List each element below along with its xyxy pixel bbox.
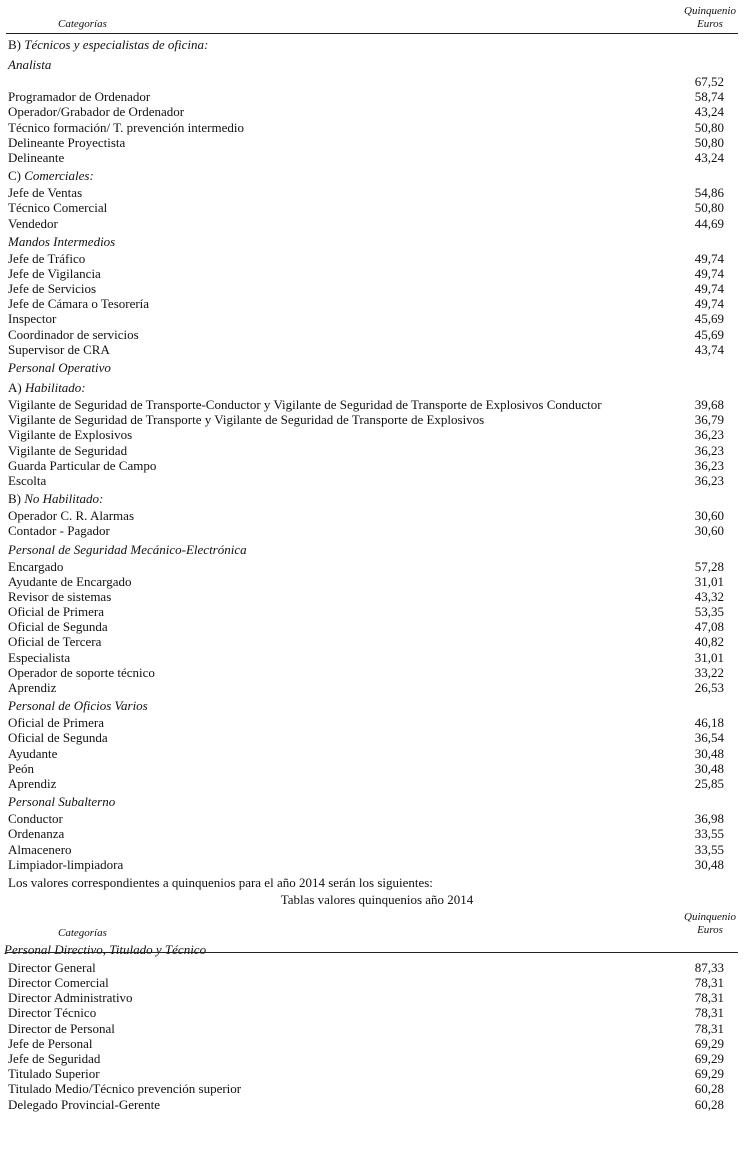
table-row <box>8 150 724 165</box>
category-name: Operador de soporte técnico <box>8 664 155 680</box>
category-name: Oficial de Segunda <box>8 730 108 746</box>
quinquenio-value: 31,01 <box>694 573 724 589</box>
table-section <box>0 791 754 872</box>
category-name: Contador - Pagador <box>8 523 110 539</box>
header-rule <box>6 952 738 953</box>
category-name: Director Administrativo <box>8 990 133 1006</box>
quinquenio-value: 58,74 <box>694 89 724 105</box>
quinquenio-value: 25,85 <box>694 775 724 791</box>
quinquenio-value: 43,24 <box>694 149 724 165</box>
table-section <box>0 695 754 791</box>
table-row <box>8 1097 724 1112</box>
category-name: Revisor de sistemas <box>8 588 112 604</box>
table-row <box>8 1051 724 1066</box>
category-name: Vigilante de Seguridad <box>8 442 128 458</box>
table-row <box>8 1021 724 1036</box>
category-name: Director Comercial <box>8 975 109 991</box>
table1-header <box>0 0 754 34</box>
category-name: Guarda Particular de Campo <box>8 457 157 473</box>
quinquenio-value: 30,48 <box>694 856 724 872</box>
table-row <box>8 185 724 200</box>
quinquenio-value: 57,28 <box>694 558 724 574</box>
category-name: Vigilante de Seguridad de Transporte y Vigilante de Seguridad de Transporte de Explosivos <box>8 412 485 428</box>
table-row <box>8 458 724 473</box>
quinquenio-value: 87,33 <box>694 959 724 975</box>
table-row <box>8 1081 724 1096</box>
category-name: Coordinador de servicios <box>8 326 139 342</box>
category-name: Delineante <box>8 149 65 165</box>
quinquenio-value: 45,69 <box>694 311 724 327</box>
section-heading <box>8 357 724 377</box>
table-row <box>8 342 724 357</box>
category-name: Oficial de Primera <box>8 604 105 620</box>
table-row <box>8 443 724 458</box>
category-name: Escolta <box>8 472 47 488</box>
category-name: Jefe de Seguridad <box>8 1051 101 1066</box>
quinquenio-value: 36,23 <box>694 427 724 443</box>
quinquenio-value: 46,18 <box>694 715 724 731</box>
table-section <box>0 54 754 165</box>
category-name: Oficial de Tercera <box>8 634 102 650</box>
category-name: Almacenero <box>8 841 72 857</box>
quinquenio-value: 50,80 <box>694 134 724 150</box>
table-row <box>8 826 724 841</box>
quinquenio-value: 49,74 <box>694 250 724 266</box>
table-row <box>8 135 724 150</box>
section-prefix: A) <box>8 380 25 395</box>
table-row <box>8 311 724 326</box>
category-column-header: Categorías <box>58 926 107 939</box>
category-name: Jefe de Personal <box>8 1035 93 1051</box>
section-title: Personal Operativo <box>8 360 111 375</box>
quinquenio-value: 31,01 <box>694 649 724 665</box>
category-name: Programador de Ordenador <box>8 89 151 105</box>
section-heading <box>8 165 724 185</box>
quinquenio-value: 36,23 <box>694 442 724 458</box>
table-row <box>8 1005 724 1020</box>
section-heading <box>8 791 724 811</box>
category-name: Titulado Medio/Técnico prevención superior <box>8 1081 242 1097</box>
quinquenio-value: 43,24 <box>694 104 724 120</box>
section-heading <box>8 488 724 508</box>
table-row <box>8 296 724 311</box>
section-title: Comerciales: <box>24 168 94 184</box>
table2-body <box>0 960 754 1112</box>
table-row <box>8 473 724 488</box>
table-section <box>0 165 754 231</box>
category-name: Aprendiz <box>8 680 57 695</box>
category-name: Conductor <box>8 811 63 827</box>
quinquenio-value: 33,22 <box>694 664 724 680</box>
table-row <box>8 508 724 523</box>
table-row <box>8 761 724 776</box>
table-row <box>8 120 724 135</box>
table-row <box>8 842 724 857</box>
quinquenio-value: 30,60 <box>694 508 724 524</box>
section-heading <box>8 377 724 397</box>
quinquenio-value: 30,48 <box>694 745 724 761</box>
quinquenio-value: 36,98 <box>694 811 724 827</box>
category-name: Jefe de Servicios <box>8 281 97 297</box>
quinquenio-value: 39,68 <box>694 397 724 412</box>
section-heading <box>8 54 724 74</box>
section-heading <box>8 539 724 559</box>
quinquenio-value: 49,74 <box>694 281 724 297</box>
quinquenio-value: 43,32 <box>694 588 724 604</box>
category-column-header: Categorías <box>58 18 107 30</box>
quinquenio-value: 54,86 <box>694 185 724 201</box>
table-row <box>8 266 724 281</box>
section-heading: Personal Directivo, Titulado y Técnico <box>4 941 207 957</box>
header-rule <box>6 33 738 34</box>
quinquenio-value: 60,28 <box>694 1096 724 1112</box>
category-name: Técnico formación/ T. prevención intermedio <box>8 119 244 135</box>
category-name: Titulado Superior <box>8 1066 100 1082</box>
section-title: Mandos Intermedios <box>8 233 116 249</box>
quinquenio-value: 78,31 <box>694 990 724 1006</box>
category-name: Limpiador-limpiadora <box>8 856 124 872</box>
category-name: Inspector <box>8 311 57 327</box>
quinquenio-value: 49,74 <box>694 296 724 312</box>
quinquenio-value: 26,53 <box>694 680 724 695</box>
quinquenio-value: 36,23 <box>694 457 724 473</box>
quinquenio-value: 50,80 <box>694 119 724 135</box>
table-row <box>8 730 724 745</box>
table-section <box>0 231 754 357</box>
category-name: Delineante Proyectista <box>8 134 126 150</box>
category-name: Director de Personal <box>8 1020 115 1036</box>
table-row <box>8 960 724 975</box>
section-title: Personal de Oficios Varios <box>8 698 148 714</box>
quinquenio-value: 50,80 <box>694 200 724 216</box>
table-row <box>8 216 724 231</box>
quinquenio-value: 53,35 <box>694 604 724 620</box>
category-name: Aprendiz <box>8 775 57 791</box>
table1-body <box>0 34 754 872</box>
table-row <box>8 559 724 574</box>
quinquenio-value: 40,82 <box>694 634 724 650</box>
table-row <box>8 604 724 619</box>
category-name: Director Técnico <box>8 1005 97 1021</box>
table-row <box>8 811 724 826</box>
category-name: Jefe de Ventas <box>8 185 83 201</box>
table-row <box>8 574 724 589</box>
section-title: No Habilitado: <box>24 491 104 507</box>
quinquenio-value: 78,31 <box>694 1005 724 1021</box>
section-title: Habilitado: <box>24 380 86 395</box>
table-row <box>8 104 724 119</box>
quinquenio-value: 33,55 <box>694 826 724 842</box>
quinquenio-value: 30,60 <box>694 523 724 539</box>
table-row <box>8 746 724 761</box>
section-heading <box>8 695 724 715</box>
quinquenio-value: 43,74 <box>694 341 724 357</box>
table-row <box>8 857 724 872</box>
value-column-header: Quinquenio Euros <box>684 910 736 936</box>
quinquenio-value: 49,74 <box>694 265 724 281</box>
value-column-header: Quinquenio Euros <box>684 5 736 30</box>
category-name: Supervisor de CRA <box>8 341 110 357</box>
table-row <box>8 650 724 665</box>
section-prefix: B) <box>8 37 25 52</box>
category-name: Especialista <box>8 649 71 665</box>
table-row <box>8 427 724 442</box>
table-row <box>8 281 724 296</box>
category-name: Técnico Comercial <box>8 200 108 216</box>
quinquenio-value: 67,52 <box>694 74 724 89</box>
category-name: Director General <box>8 959 96 975</box>
table-row <box>8 990 724 1005</box>
table-row <box>8 1036 724 1051</box>
quinquenio-value: 69,29 <box>694 1066 724 1082</box>
quinquenio-value: 47,08 <box>694 619 724 635</box>
category-name: Jefe de Vigilancia <box>8 265 101 281</box>
table-row <box>8 680 724 695</box>
table-section <box>0 488 754 538</box>
category-name: Oficial de Primera <box>8 715 105 731</box>
table-row <box>8 251 724 266</box>
category-name: Delegado Provincial-Gerente <box>8 1096 160 1112</box>
section-prefix: B) <box>8 491 25 507</box>
table-section <box>0 377 754 488</box>
intro-paragraph: Los valores correspondientes a quinquenios para el año 2014 serán los siguientes: <box>8 874 433 890</box>
category-name: Vigilante de Explosivos <box>8 427 133 443</box>
table-row <box>8 634 724 649</box>
section-title: Analista <box>8 57 52 72</box>
quinquenio-value: 45,69 <box>694 326 724 342</box>
quinquenio-value: 36,79 <box>694 412 724 428</box>
table-row <box>8 74 724 89</box>
category-name: Encargado <box>8 558 64 574</box>
category-name: Operador/Grabador de Ordenador <box>8 104 185 120</box>
quinquenio-value: 69,29 <box>694 1035 724 1051</box>
category-name: Peón <box>8 760 34 776</box>
table-section <box>0 34 754 54</box>
table-row <box>8 523 724 538</box>
table-row <box>8 665 724 680</box>
table-row <box>8 412 724 427</box>
table-row <box>8 975 724 990</box>
table-row <box>8 589 724 604</box>
quinquenio-value: 30,48 <box>694 760 724 776</box>
quinquenio-value: 78,31 <box>694 975 724 991</box>
table-row <box>8 200 724 215</box>
quinquenio-value: 36,54 <box>694 730 724 746</box>
quinquenio-value: 60,28 <box>694 1081 724 1097</box>
section-heading <box>8 231 724 251</box>
category-name: Vendedor <box>8 215 58 231</box>
section-heading <box>8 34 724 54</box>
table-row <box>8 715 724 730</box>
category-name: Ayudante de Encargado <box>8 573 132 589</box>
table2-header <box>0 909 754 939</box>
quinquenio-value: 44,69 <box>694 215 724 231</box>
category-name: Ayudante <box>8 745 58 761</box>
table-row <box>8 1066 724 1081</box>
table-row <box>8 776 724 791</box>
quinquenio-value: 78,31 <box>694 1020 724 1036</box>
quinquenio-value: 33,55 <box>694 841 724 857</box>
category-name: Operador C. R. Alarmas <box>8 508 135 524</box>
table-section <box>0 357 754 377</box>
section-title: Técnicos y especialistas de oficina: <box>24 37 209 52</box>
category-name: Jefe de Cámara o Tesorería <box>8 296 150 312</box>
table-row <box>8 327 724 342</box>
section-title: Personal Subalterno <box>8 794 116 810</box>
section-title: Personal de Seguridad Mecánico-Electrónica <box>8 541 247 557</box>
table-row <box>8 89 724 104</box>
category-name: Ordenanza <box>8 826 65 842</box>
category-name: Jefe de Tráfico <box>8 250 86 266</box>
section-prefix: C) <box>8 168 25 184</box>
quinquenio-value: 69,29 <box>694 1051 724 1066</box>
table-section <box>0 539 754 696</box>
table2-caption: Tablas valores quinquenios año 2014 <box>280 891 474 907</box>
table-row <box>8 619 724 634</box>
category-name: Vigilante de Seguridad de Transporte-Conductor y Vigilante de Seguridad de Transporte de Explosivos Conductor <box>8 397 602 412</box>
category-name: Oficial de Segunda <box>8 619 108 635</box>
table-row <box>8 397 724 412</box>
quinquenio-value: 36,23 <box>694 472 724 488</box>
